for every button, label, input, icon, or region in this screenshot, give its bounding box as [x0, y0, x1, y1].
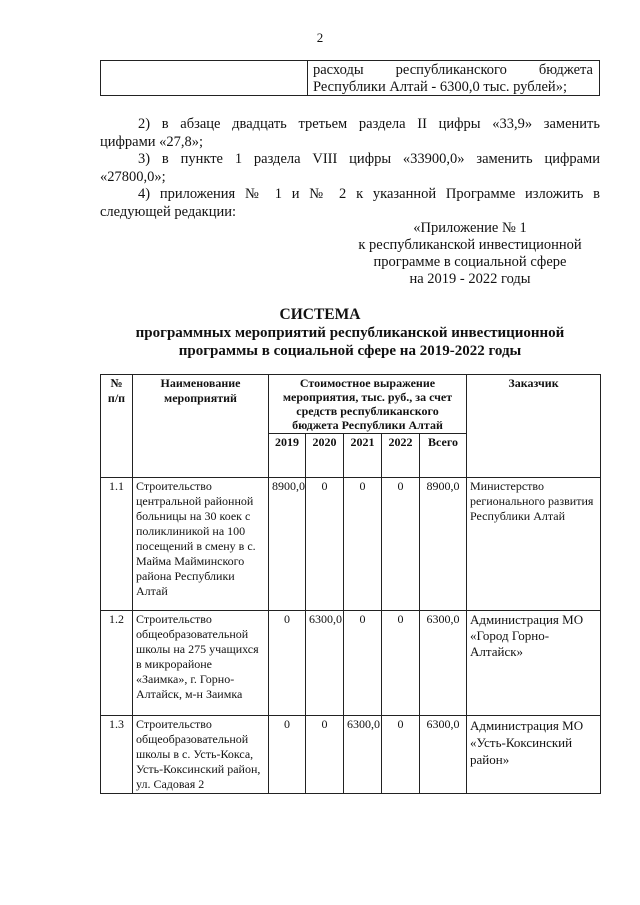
appendix-line1: «Приложение № 1	[413, 220, 527, 236]
p2-line1: 2) в абзаце двадцать третьем раздела II цифры «33,9» заменить	[138, 116, 600, 132]
p4-line2: следующей редакции:	[100, 203, 237, 220]
table-row	[101, 478, 601, 611]
continuation-line-1	[313, 62, 593, 79]
header-2019: 2019	[269, 434, 306, 478]
row-2022: 0	[382, 716, 420, 794]
header-cost: Стоимостное выражение мероприятия, тыс. руб., за счет средств республиканского бюджета Республики Алтай	[269, 375, 467, 434]
word-3: бюджета	[538, 62, 593, 78]
appendix-line2: к республиканской инвестиционной	[358, 237, 582, 253]
paragraph-3	[100, 151, 600, 186]
header-2020: 2020	[306, 434, 344, 478]
doc-subtitle	[100, 324, 600, 360]
row-2019: 0	[269, 611, 306, 716]
row-num: 1.2	[101, 611, 133, 716]
word-1: расходы	[313, 62, 364, 78]
row-name: Строительство общеобразовательной школы на 275 учащихся в микрорайоне «Заимка», г. Горно-Алтайск, м-н Заимка	[133, 611, 269, 716]
p3-line1: 3) в пункте 1 раздела VIII цифры «33900,0» заменить цифрами	[138, 151, 600, 167]
row-2019: 0	[269, 716, 306, 794]
row-total: 8900,0	[420, 478, 467, 611]
row-num: 1.1	[101, 478, 133, 611]
row-total: 6300,0	[420, 716, 467, 794]
header-name: Наименование мероприятий	[133, 375, 269, 478]
page-number: 2	[316, 30, 324, 45]
row-2021: 0	[344, 478, 382, 611]
measures-table	[100, 374, 601, 794]
subtitle-line1: программных мероприятий республиканской инвестиционной	[135, 325, 565, 341]
row-name: Строительство центральной районной больницы на 30 коек с поликлиникой на 100 посещений в смену в с. Майма Майминского района Республики Алтай	[133, 478, 269, 611]
header-2021: 2021	[344, 434, 382, 478]
appendix-header	[320, 220, 620, 288]
row-2020: 6300,0	[306, 611, 344, 716]
p4-line1: 4) приложения № 1 и № 2 к указанной Программе изложить в	[138, 186, 600, 202]
row-customer: Министерство регионального развития Республики Алтай	[467, 478, 601, 611]
header-2022: 2022	[382, 434, 420, 478]
row-2021: 6300,0	[344, 716, 382, 794]
subtitle-line2: программы в социальной сфере на 2019-2022 годы	[178, 343, 522, 359]
row-customer: Администрация МО «Город Горно-Алтайск»	[467, 611, 601, 716]
row-2022: 0	[382, 611, 420, 716]
continuation-line-2: Республики Алтай - 6300,0 тыс. рублей»;	[313, 78, 567, 95]
row-2020: 0	[306, 478, 344, 611]
appendix-line4: на 2019 - 2022 годы	[409, 271, 531, 287]
continuation-table	[100, 60, 600, 96]
paragraph-2	[100, 116, 600, 151]
row-2020: 0	[306, 716, 344, 794]
continuation-cell	[313, 62, 593, 95]
p3-line2: «27800,0»;	[100, 168, 166, 185]
row-2022: 0	[382, 478, 420, 611]
row-customer: Администрация МО «Усть-Коксинский район»	[467, 716, 601, 794]
table-divider	[307, 61, 308, 95]
paragraph-4	[100, 186, 600, 221]
table-row	[101, 611, 601, 716]
appendix-line3: программе в социальной сфере	[373, 254, 567, 270]
row-num: 1.3	[101, 716, 133, 794]
header-customer: Заказчик	[467, 375, 601, 478]
row-2021: 0	[344, 611, 382, 716]
word-2: республиканского	[395, 62, 507, 78]
p2-line2: цифрами «27,8»;	[100, 133, 204, 150]
doc-title: СИСТЕМА	[279, 306, 361, 323]
table-row	[101, 716, 601, 794]
header-total: Всего	[420, 434, 467, 478]
header-num: № п/п	[101, 375, 133, 478]
row-name: Строительство общеобразовательной школы в с. Усть-Кокса, Усть-Коксинский район, ул. Садовая 2	[133, 716, 269, 794]
row-2019: 8900,0	[269, 478, 306, 611]
row-total: 6300,0	[420, 611, 467, 716]
